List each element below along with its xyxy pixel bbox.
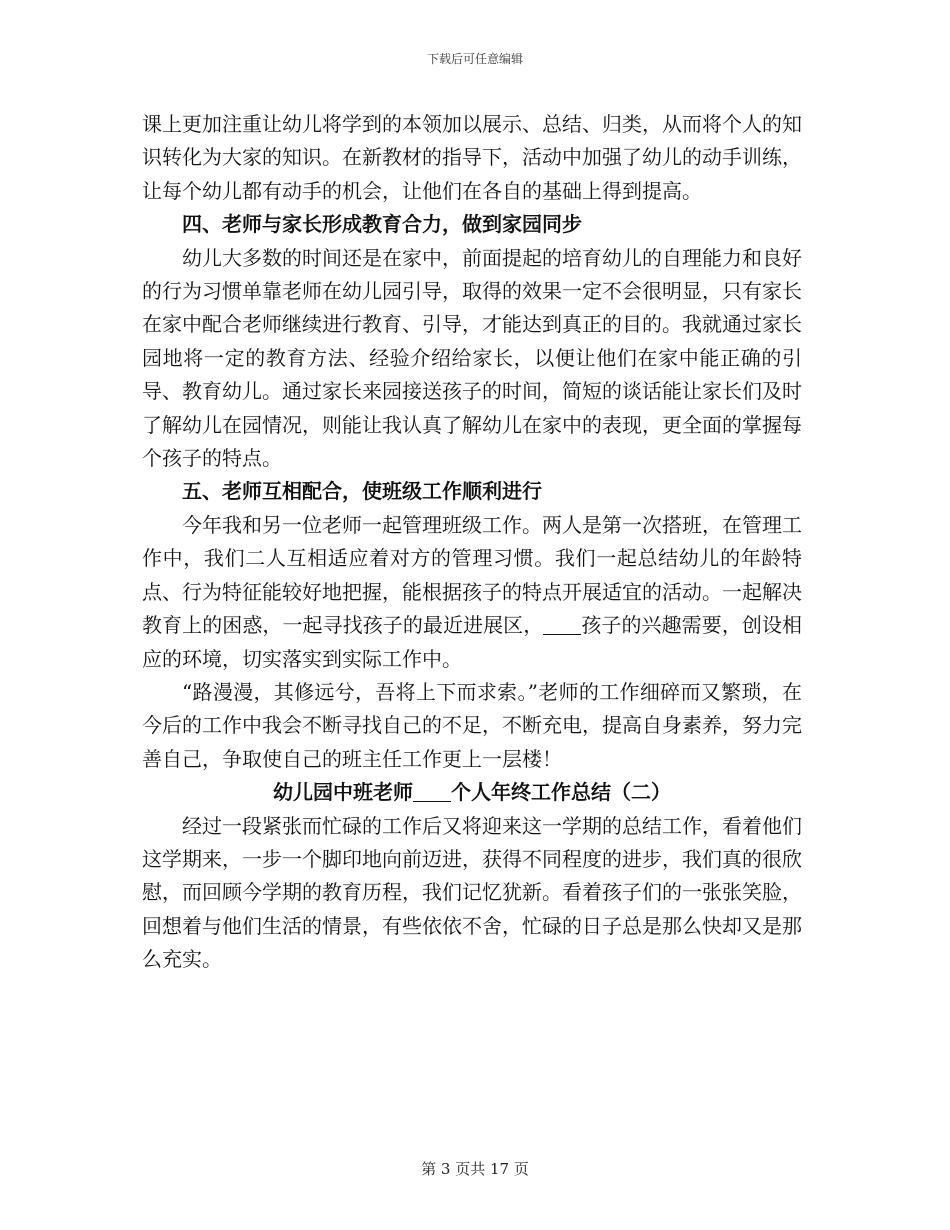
paragraph-3-part-b: 孩子的兴趣需要，创设相应的环境，切实落实到实际工作中。: [142, 613, 803, 671]
title-part-a: 幼儿园中班老师: [273, 780, 413, 805]
paragraph-1: 课上更加注重让幼儿将学到的本领加以展示、总结、归类，从而将个人的知识转化为大家的知识。在新教材的指导下，活动中加强了幼儿的动手训练，让每个幼儿都有动手的机会，让他们在各自的基础上得到提高。: [142, 112, 802, 203]
paragraph-2: 幼儿大多数的时间还是在家中，前面提起的培育幼儿的自理能力和良好的行为习惯单靠老师在幼儿园引导，取得的效果一定不会很明显，只有家长在家中配合老师继续进行教育、引导，才能达到真正的目的。我就通过家长园地将一定的教育方法、经验介绍给家长，以便让他们在家中能正确的引导、教育幼儿。通过家长来园接送孩子的时间，简短的谈话能让家长们及时了解幼儿在园情况，则能让我认真了解幼儿在家中的表现，更全面的掌握每个孩子的特点。: [142, 245, 802, 471]
section-heading-4: 四、老师与家长形成教育合力，做到家园同步: [182, 212, 582, 237]
paragraph-4: “路漫漫，其修远兮，吾将上下而求索。”老师的工作细碎而又繁琐，在今后的工作中我会不断寻找自己的不足，不断充电，提高自身素养，努力完善自己，争取使自己的班主任工作更上一层楼！: [142, 679, 802, 771]
paragraph-5: 经过一段紧张而忙碌的工作后又将迎来这一学期的总结工作，看着他们这学期来，一步一个脚印地向前迈进，获得不同程度的进步，我们真的很欣慰，而回顾今学期的教育历程，我们记忆犹新。看着孩子们的一张张笑脸，回想着与他们生活的情景，有些依依不舍，忙碌的日子总是那么快却又是那么充实。: [142, 813, 802, 972]
page-header: 下载后可任意编辑: [426, 52, 523, 66]
section-heading-5: 五、老师互相配合，使班级工作顺利进行: [182, 479, 542, 504]
document-body: [142, 108, 802, 977]
page-footer: 第 3 页共 17 页: [421, 1160, 529, 1178]
paragraph-3: [142, 509, 802, 676]
title-part-b: 个人年终工作总结（二）: [451, 780, 671, 805]
paragraph-3-part-a: 今年我和另一位老师一起管理班级工作。两人是第一次搭班，在管理工作中，我们二人互相适应着对方的管理习惯。我们一起总结幼儿的年龄特点、行为特征能较好地把握，能根据孩子的特点开展适宜的活动。一起解决教育上的困惑，一起寻找孩子的最近进展区，: [142, 512, 802, 638]
title-blank: [413, 781, 451, 802]
fill-blank: [543, 614, 581, 635]
document-title: [142, 776, 802, 809]
